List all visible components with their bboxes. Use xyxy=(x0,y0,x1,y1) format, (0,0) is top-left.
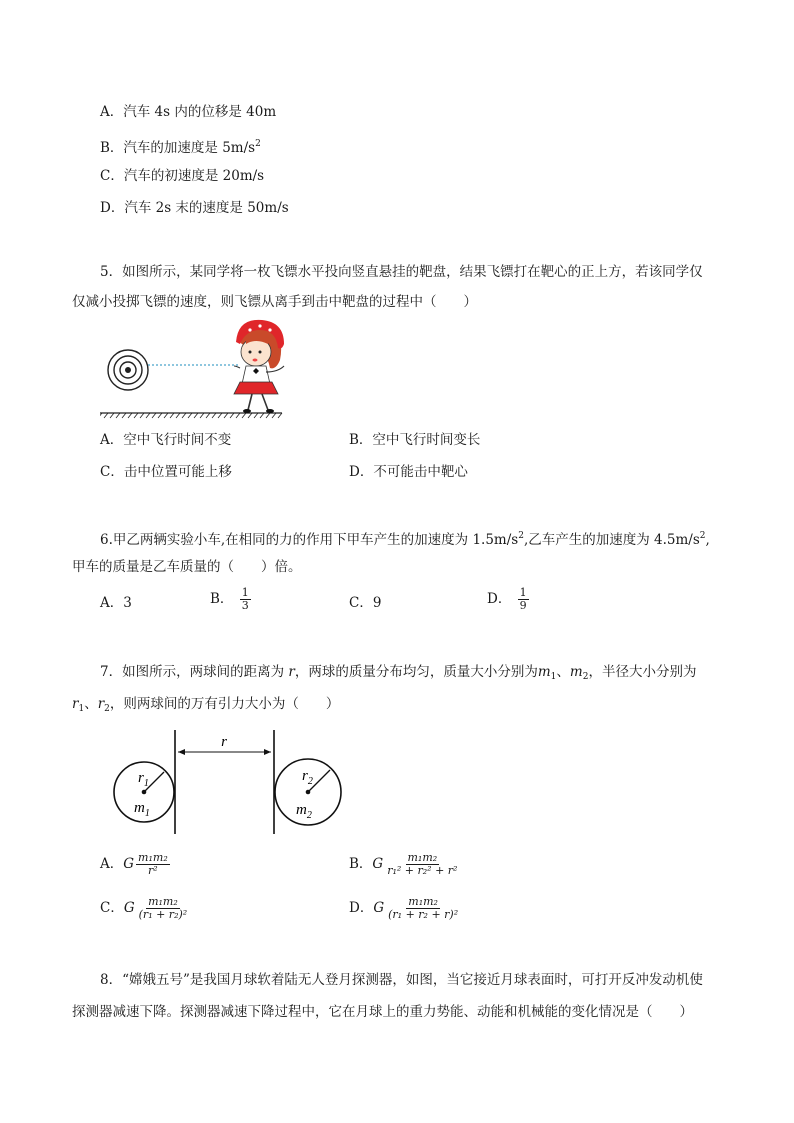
label-r: r xyxy=(221,734,227,750)
q5-option-d: D．不可能击中靶心 xyxy=(349,464,468,480)
q7-stem-line1: 7．如图所示，两球间的距离为 r，两球的质量分布均匀，质量大小分别为$m_1$、$m_2$，半径大小分别为 xyxy=(100,664,697,682)
label-m2: $m_2$ xyxy=(296,802,312,821)
q8-stem-line1: 8．“嫦娥五号”是我国月球软着陆无人登月探测器，如图，当它接近月球表面时，可打开反冲发动机使 xyxy=(100,972,703,988)
q5-option-b: B．空中飞行时间变长 xyxy=(349,432,481,448)
q6-option-c: C．9 xyxy=(349,595,382,611)
girl-thrower-icon xyxy=(234,320,284,413)
q4-option-d: D．汽车 2s 末的速度是 50m/s xyxy=(100,200,289,216)
q7-option-b: B．G $\frac{\text{m₁m₂}}{\text{r₁² + r₂² + r²}}$ xyxy=(349,851,458,877)
q4-option-b: B．汽车的加速度是 $5m/s^2$ xyxy=(100,139,261,156)
label-r2: $r_2$ xyxy=(302,768,313,787)
two-spheres-figure xyxy=(108,728,352,836)
fraction-one-third: $\frac{1}{3}$ xyxy=(241,586,249,612)
ground-hatch xyxy=(100,413,282,418)
q6-option-a: A．3 xyxy=(100,595,132,611)
q6-option-b: B． $\frac{1}{3}$ xyxy=(210,586,249,612)
dart-target-figure xyxy=(100,316,300,420)
q4-option-a: A．汽车 4s 内的位移是 40m xyxy=(100,104,277,120)
q4-option-c: C．汽车的初速度是 20m/s xyxy=(100,168,265,184)
q7-option-c: C．G $\frac{\text{m₁m₂}}{\text{(r₁ + r₂)²}}$ xyxy=(100,895,188,921)
target-board-icon xyxy=(108,350,148,390)
q5-stem-line1: 5．如图所示，某同学将一枚飞镖水平投向竖直悬挂的靶盘，结果飞镖打在靶心的正上方，若该同学仅 xyxy=(100,264,703,280)
q7-option-a: A．G $\frac{\text{m₁m₂}}{\text{r²}}$ xyxy=(100,851,168,877)
q8-stem-line2: 探测器减速下降。探测器减速下降过程中，它在月球上的重力势能、动能和机械能的变化情况是（ ） xyxy=(72,1004,693,1020)
q5-option-a: A．空中飞行时间不变 xyxy=(100,432,232,448)
q5-stem-line2: 仅减小投掷飞镖的速度，则飞镖从离手到击中靶盘的过程中（ ） xyxy=(72,294,477,310)
q6-stem-line1: 6.甲乙两辆实验小车,在相同的力的作用下甲车产生的加速度为 $1.5m/s^2$,乙车产生的加速度为 $4.5m/s^2$, xyxy=(100,531,710,548)
q7-option-d: D．G $\frac{\text{m₁m₂}}{\text{(r₁ + r₂ + r)²}}$ xyxy=(349,895,459,921)
q5-option-c: C．击中位置可能上移 xyxy=(100,464,232,480)
label-m1: $m_1$ xyxy=(134,800,150,819)
q6-stem-line2: 甲车的质量是乙车质量的（ ）倍。 xyxy=(72,559,302,575)
q6-option-d: D． $\frac{1}{9}$ xyxy=(487,586,527,612)
label-r1: $r_1$ xyxy=(138,770,149,789)
fraction-one-ninth: $\frac{1}{9}$ xyxy=(519,586,527,612)
q7-stem-line2: $r_1$、$r_2$，则两球间的万有引力大小为（ ） xyxy=(72,696,340,714)
